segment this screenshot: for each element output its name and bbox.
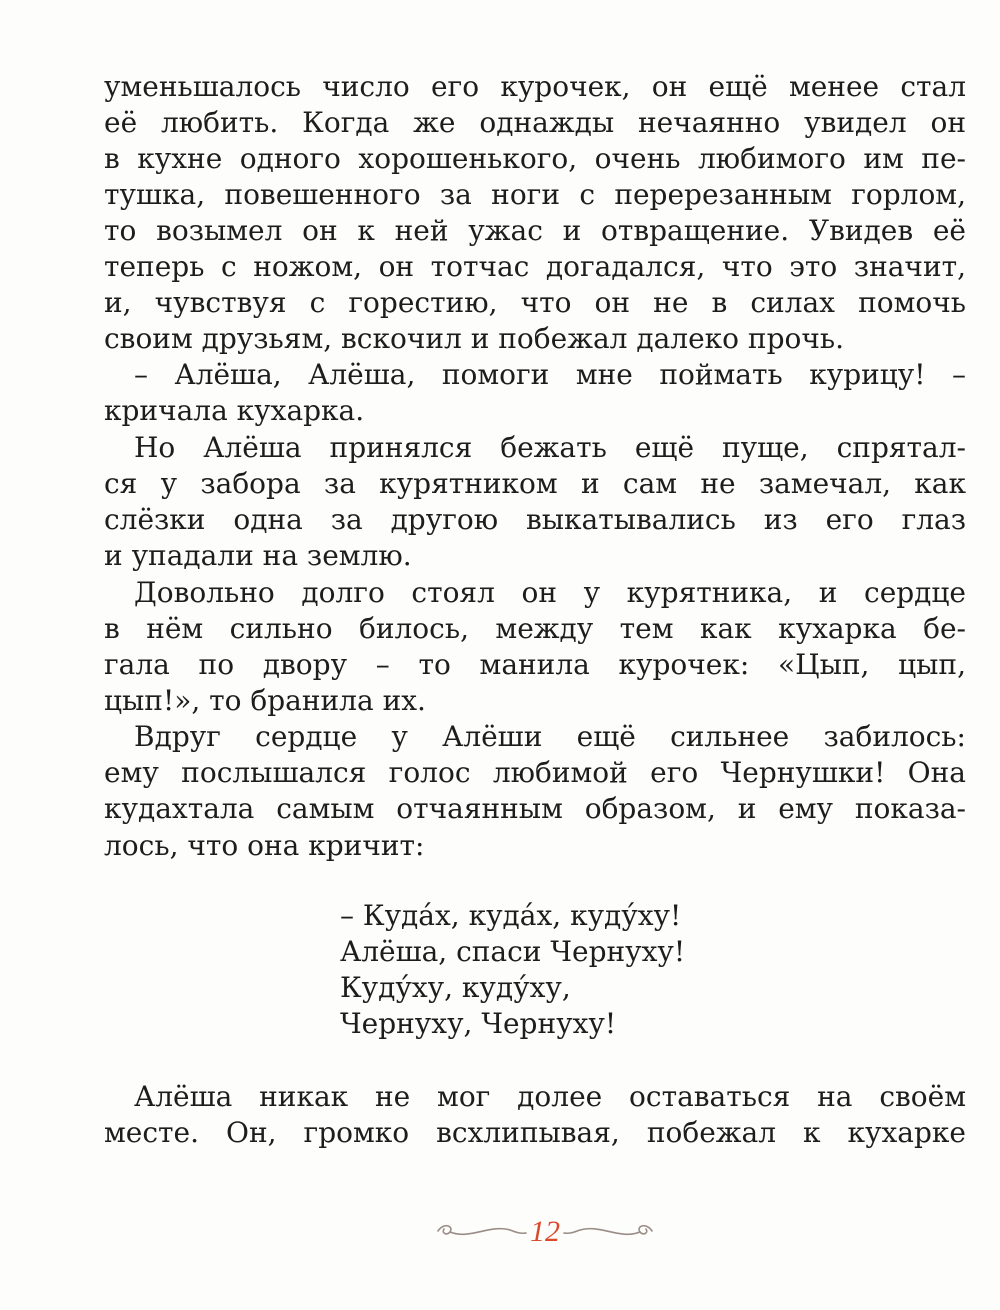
paragraph-1-line-4: тушка, повешенного за ноги с перерезанным горлом, xyxy=(104,178,966,211)
paragraph-1-line-8: своим друзьям, вскочил и побежал далеко прочь. xyxy=(104,322,845,355)
paragraph-4-line-3: гала по двору – то манила курочек: «Цып, цып, xyxy=(104,648,966,681)
closing-line-1: Алёша никак не мог долее оставаться на своём xyxy=(134,1080,966,1113)
closing-line-2: месте. Он, громко всхлипывая, побежал к кухарке xyxy=(104,1116,966,1149)
paragraph-1-line-7: и, чувствуя с горестию, что он не в силах помочь xyxy=(104,286,966,319)
paragraph-5-line-4: лось, что она кричит: xyxy=(104,829,425,862)
page-folio xyxy=(430,1208,660,1258)
paragraph-5-line-3: кудахтала самым отчаянным образом, и ему показа- xyxy=(104,792,966,825)
verse-line-4: Чернуху, Чернуху! xyxy=(340,1007,617,1040)
paragraph-1-line-3: в кухне одного хорошенького, очень любимого им пе- xyxy=(104,142,966,175)
paragraph-1-line-5: то возымел он к ней ужас и отвращение. Увидев её xyxy=(104,214,966,247)
paragraph-4-line-2: в нём сильно билось, между тем как кухарка бе- xyxy=(104,612,966,645)
paragraph-3-line-1: Но Алёша принялся бежать ещё пуще, спрятал- xyxy=(134,431,966,464)
paragraph-2-line-2: кричала кухарка. xyxy=(104,394,365,427)
verse-line-3: Куду́ху, куду́ху, xyxy=(340,971,571,1004)
paragraph-3-line-3: слёзки одна за другою выкатывались из его глаз xyxy=(104,503,966,536)
paragraph-3-line-4: и упадали на землю. xyxy=(104,539,412,572)
paragraph-3-line-2: ся у забора за курятником и сам не замечал, как xyxy=(104,467,966,500)
paragraph-5-line-2: ему послышался голос любимой его Чернушки! Она xyxy=(104,756,966,789)
verse-line-2: Алёша, спаси Чернуху! xyxy=(340,935,686,968)
verse-line-1: – Куда́х, куда́х, куду́ху! xyxy=(340,899,682,932)
paragraph-1-line-6: теперь с ножом, он тотчас догадался, что это значит, xyxy=(104,250,966,283)
page-number: 12 xyxy=(530,1215,560,1248)
paragraph-1-line-1: уменьшалось число его курочек, он ещё менее стал xyxy=(104,70,966,103)
paragraph-2-line-1: – Алёша, Алёша, помоги мне поймать курицу! – xyxy=(134,358,966,391)
paragraph-4-line-4: цып!», то бранила их. xyxy=(104,684,426,717)
paragraph-1-line-2: её любить. Когда же однажды нечаянно увидел он xyxy=(104,106,966,139)
paragraph-5-line-1: Вдруг сердце у Алёши ещё сильнее забилось: xyxy=(134,720,966,753)
paragraph-4-line-1: Довольно долго стоял он у курятника, и сердце xyxy=(134,576,966,609)
